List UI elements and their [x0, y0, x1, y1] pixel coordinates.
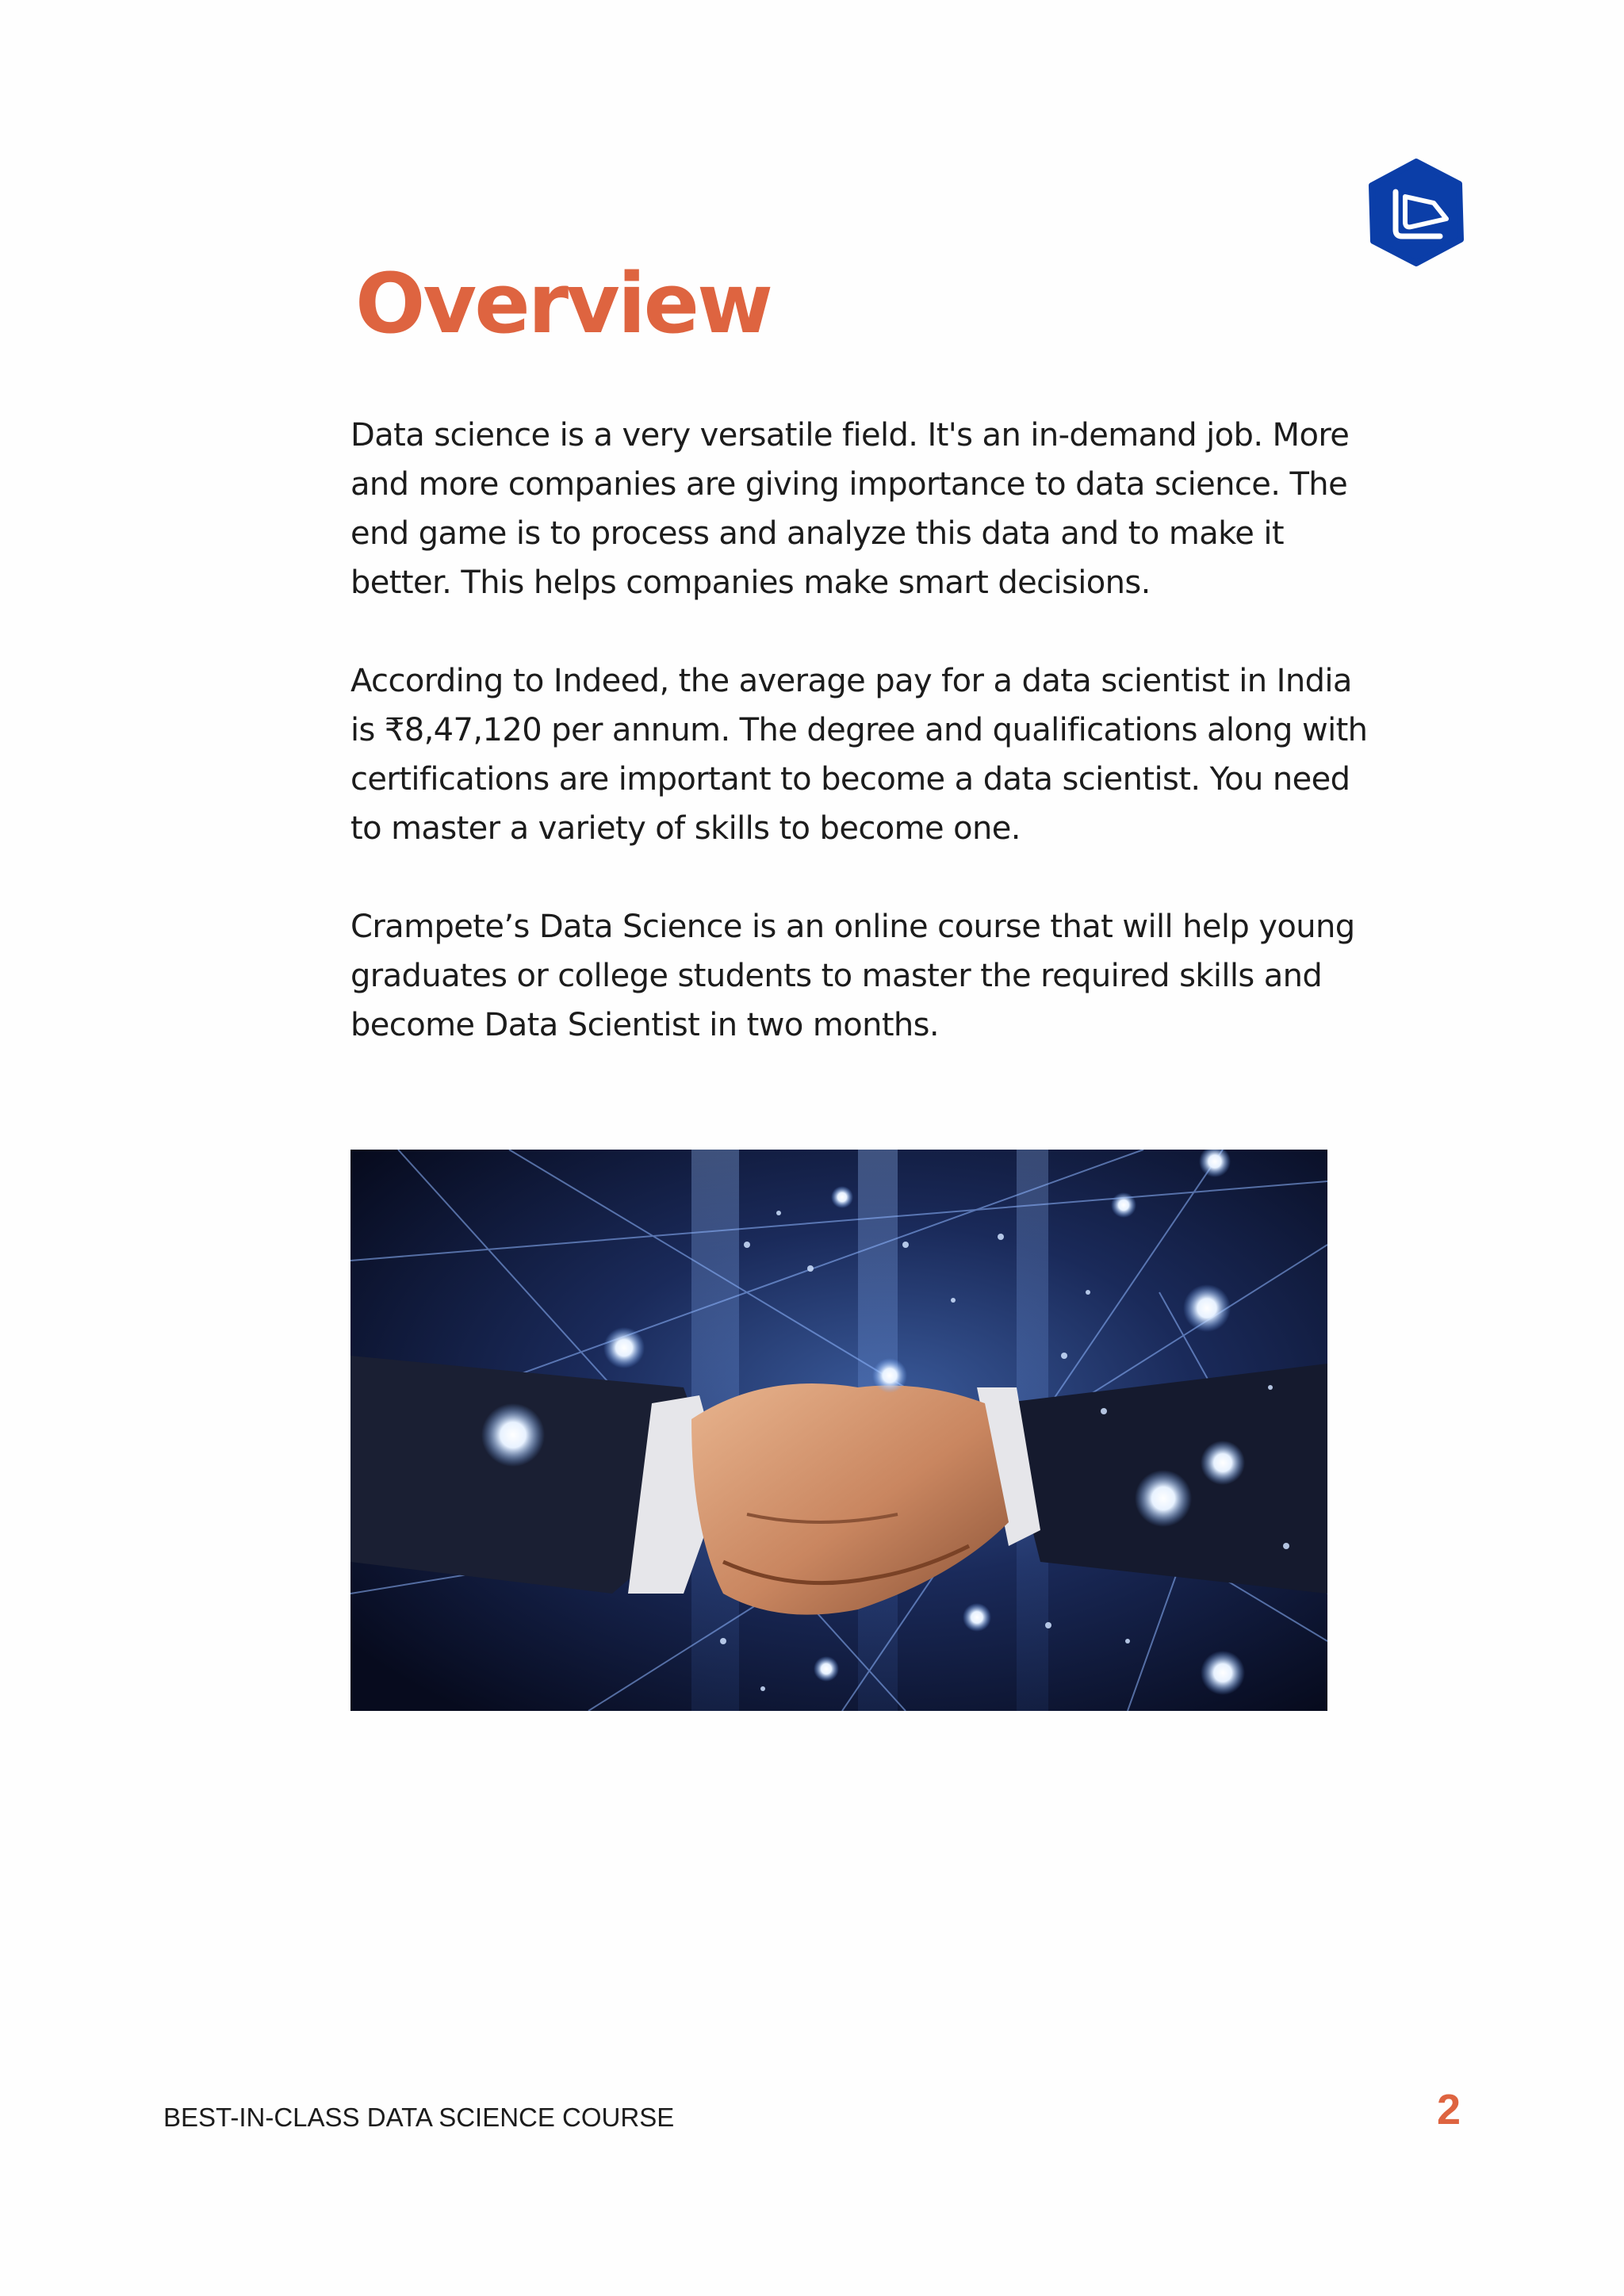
page-number: 2 [1437, 2086, 1461, 2133]
overview-body [350, 411, 1373, 1099]
footer-course-label: BEST-IN-CLASS DATA SCIENCE COURSE [163, 2103, 675, 2132]
crampete-logo-icon [1364, 159, 1469, 266]
paragraph-salary: According to Indeed, the average pay for a data scientist in India is ₹8,47,120 per annum. The degree and qualifications along with certifications are important to become a data scientist. You need to master a variety of skills to become one. [350, 663, 1368, 847]
paragraph-intro: Data science is a very versatile field. It's an in-demand job. More and more companies are giving importance to data science. The end game is to process and analyze this data and to make it better. This helps companies make smart decisions. [350, 417, 1350, 601]
paragraph-course: Crampete’s Data Science is an online course that will help young graduates or college students to master the required skills and become Data Scientist in two months. [350, 909, 1355, 1043]
page-title: Overview [355, 255, 772, 352]
handshake-network-image [350, 1150, 1327, 1711]
